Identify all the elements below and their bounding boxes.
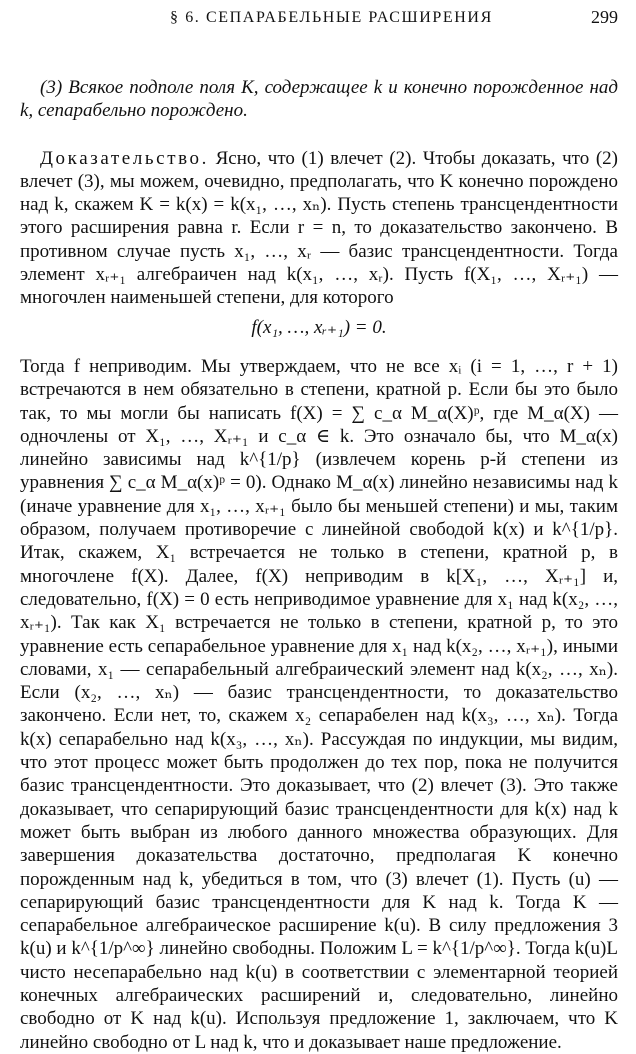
- section-title: § 6. СЕПАРАБЕЛЬНЫЕ РАСШИРЕНИЯ: [170, 9, 493, 26]
- proposition-statement: (3) Всякое подполе поля K, содержащее k и конечно порожденное над k, сепарабельно порождено.: [20, 77, 618, 122]
- proof-paragraph-2: Тогда f неприводим. Мы утверждаем, что не все xᵢ (i = 1, …, r + 1) встречаются в нем обязательно в степени, кратной p. Если бы это было так, то мы могли бы написать f(X) = ∑ c_α M_α(X)ᵖ, где M_α(X) — одночлены от X₁, …, Xᵣ₊₁ и c_α ∈ k. Это означало бы, что M_α(x) линейно зависимы над k^{1/p} (извлечем корень p-й степени из уравнения ∑ c_α M_α(x)ᵖ = 0). Однако M_α(x) линейно независимы над k (иначе уравнение для x₁, …, xᵣ₊₁ было бы меньшей степени) и мы, таким образом, получаем противоречие с линейной свободой k(x) и k^{1/p}. Итак, скажем, X₁ встречается не только в степени, кратной p, в многочлене f(X). Далее, f(X) неприводим в k[X₁, …, Xᵣ₊₁] и, следовательно, f(X) = 0 есть неприводимое уравнение для x₁ над k(x₂, …, xᵣ₊₁). Так как X₁ встречается не только в степени, кратной p, то это уравнение есть сепарабельное уравнение для x₁ над k(x₂, …, xᵣ₊₁), иными словами, x₁ — сепарабельный алгебраический элемент над k(x₂, …, xₙ). Если (x₂, …, xₙ) — базис трансцендентности, то доказательство закончено. Если нет, то, скажем x₂ сепарабелен над k(x₃, …, xₙ). Тогда k(x) сепарабельно над k(x₃, …, xₙ). Рассуждая по индукции, мы видим, что этот процесс может быть продолжен до тех пор, пока не получится базис трансцендентности. Это доказывает, что (2) влечет (3). Это также доказывает, что сепарирующий базис трансцендентности для k(x) над k может быть выбран из любого данного множества образующих. Для завершения доказательства достаточно, предполагая K конечно порожденным над k, убедиться в том, что (3) влечет (1). Пусть (u) — сепарирующий базис трансцендентности для K над k. Тогда K — сепарабельное алгебраическое расширение k(u). В силу предложения 3 k(u) и k^{1/p^∞} линейно свободны. Положим L = k^{1/p^∞}. Тогда k(u)L чисто несепарабельно над k(u) в соответствии с элементарной теорией конечных алгебраических расширений и, следовательно, линейно свободно от K над k(u). Используя предложение 1, заключаем, что K линейно свободно от L над k, что и доказывает наше предложение.: [20, 355, 618, 1053]
- display-formula: f(x₁, …, xᵣ₊₁) = 0.: [251, 316, 387, 338]
- proof-text-1: Ясно, что (1) влечет (2). Чтобы доказать, что (2) влечет (3), мы можем, очевидно, предполагать, что K конечно порождено над k, скажем K = k(x) = k(x₁, …, xₙ). Пусть степень трансцендентности этого расширения равна r. Если r = n, то доказательство закончено. В противном случае пусть x₁, …, xᵣ — базис трансцендентности. Тогда элемент xᵣ₊₁ алгебраичен над k(x₁, …, xᵣ). Пусть f(X₁, …, Xᵣ₊₁) — многочлен наименьшей степени, для которого: [20, 147, 619, 309]
- page-number: 299: [591, 7, 618, 27]
- proof-paragraph-1: [20, 147, 618, 310]
- running-head: [20, 6, 618, 34]
- proof-label: Доказательство.: [40, 147, 209, 169]
